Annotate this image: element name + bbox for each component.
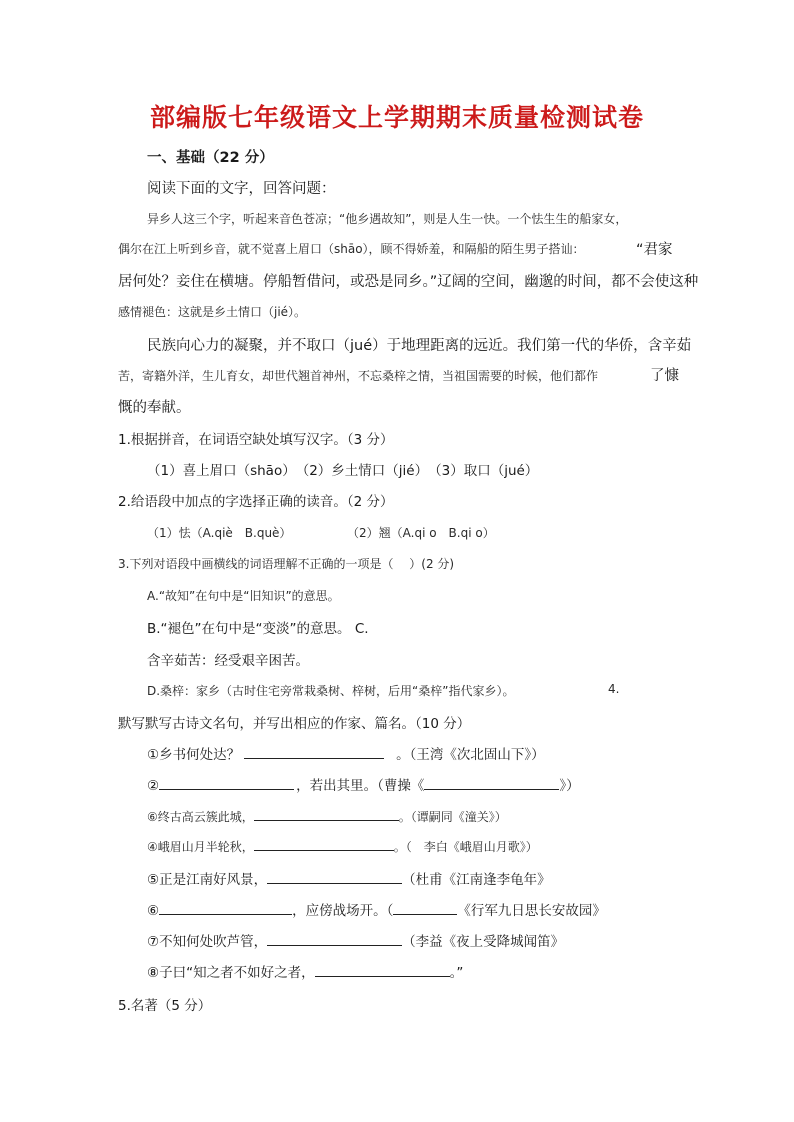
recite-line-8: ⑧子曰“知之者不如好之者， 。” (147, 961, 463, 981)
recite-line-6: ⑥ ，应傍战场开。（ 《行军九日思长安故园》 (147, 899, 606, 919)
page-title: 部编版七年级语文上学期期末质量检测试卷 (149, 103, 644, 132)
passage-line: 了慷 (650, 368, 679, 384)
answer-blank[interactable] (159, 899, 292, 915)
answer-blank[interactable] (315, 961, 450, 977)
recite-line-3: ⑥终古高云簇此城， 。（谭嗣同《潼关》） (147, 810, 507, 824)
passage-line: 苦，寄籍外洋，生儿育女，却世代翘首神州，不忘桑梓之情，当祖国需要的时候，他们都作 (118, 369, 599, 383)
section-heading: 一、基础（22 分） (147, 150, 274, 166)
recite-line-5: ⑤正是江南好风景， （杜甫《江南逢李龟年》 (147, 868, 551, 888)
option-a: A.“故知”在句中是“旧知识”的意思。 (147, 589, 340, 603)
answer-blank[interactable] (267, 868, 402, 884)
answer-blank[interactable] (424, 774, 559, 790)
option-b: B.“褪色”在句中是“变淡”的意思。 C. (147, 621, 369, 637)
answer-blank[interactable] (267, 930, 402, 946)
question-3-stem: 3.下列对语段中画横线的词语理解不正确的一项是（ ）(2 分) (118, 557, 455, 571)
recite-line-4: ④峨眉山月半轮秋， 。（ 李白《峨眉山月歌》） (147, 840, 538, 854)
answer-blank[interactable] (254, 838, 394, 851)
passage-line: 民族向心力的凝聚，并不取口（jué）于地理距离的远近。我们第一代的华侨，含辛茹 (147, 338, 692, 354)
passage-line: 感情褪色：这就是乡土情口（jié）。 (118, 305, 307, 319)
question-4-stem: 默写默写古诗文名句，并写出相应的作家、篇名。（10 分） (118, 716, 471, 732)
recite-line-1: ①乡书何处达？ 。（王湾《次北固山下》） (147, 743, 545, 763)
recite-line-7: ⑦不知何处吹芦管， （李益《夜上受降城闻笛》 (147, 930, 564, 950)
option-c: 含辛茹苦：经受艰辛困苦。 (147, 653, 309, 669)
reading-instruction: 阅读下面的文字，回答问题： (147, 181, 336, 197)
question-2-stem: 2.给语段中加点的字选择正确的读音。（2 分） (118, 494, 394, 510)
question-4-number: 4. (608, 682, 620, 696)
option-d: D.桑梓：家乡（古时住宅旁常栽桑树、梓树，后用“桑梓”指代家乡）。 (147, 684, 515, 698)
passage-line: 慨的奉献。 (118, 400, 191, 416)
question-2-item: （2）翘（A.qi o B.qi o） (347, 526, 495, 540)
passage-line: “君家 (636, 242, 673, 258)
passage-line: 异乡人这三个字，听起来音色苍凉；“他乡遇故知”，则是人生一快。一个怯生生的船家女， (147, 212, 628, 226)
passage-line: 居何处？妾住在横塘。停船暂借问，或恐是同乡。”辽阔的空间，幽邈的时间，都不会使这种 (118, 274, 699, 290)
recite-line-2: ② ，若出其里。（曹操《 》） (147, 774, 580, 794)
answer-blank[interactable] (254, 808, 399, 821)
question-1-stem: 1.根据拼音，在词语空缺处填写汉字。（3 分） (118, 432, 394, 448)
answer-blank[interactable] (159, 774, 294, 790)
answer-blank[interactable] (393, 899, 457, 915)
passage-line: 偶尔在江上听到乡音，就不觉喜上眉口（shāo），顾不得娇羞，和隔船的陌生男子搭讪： (118, 242, 585, 256)
answer-blank[interactable] (244, 743, 384, 759)
question-2-item: （1）怯（A.qiè B.què） (147, 526, 292, 540)
question-5-stem: 5.名著（5 分） (118, 998, 212, 1014)
question-1-items: （1）喜上眉口（shāo） （2）乡土情口（jié） （3）取口（jué） (147, 463, 539, 479)
